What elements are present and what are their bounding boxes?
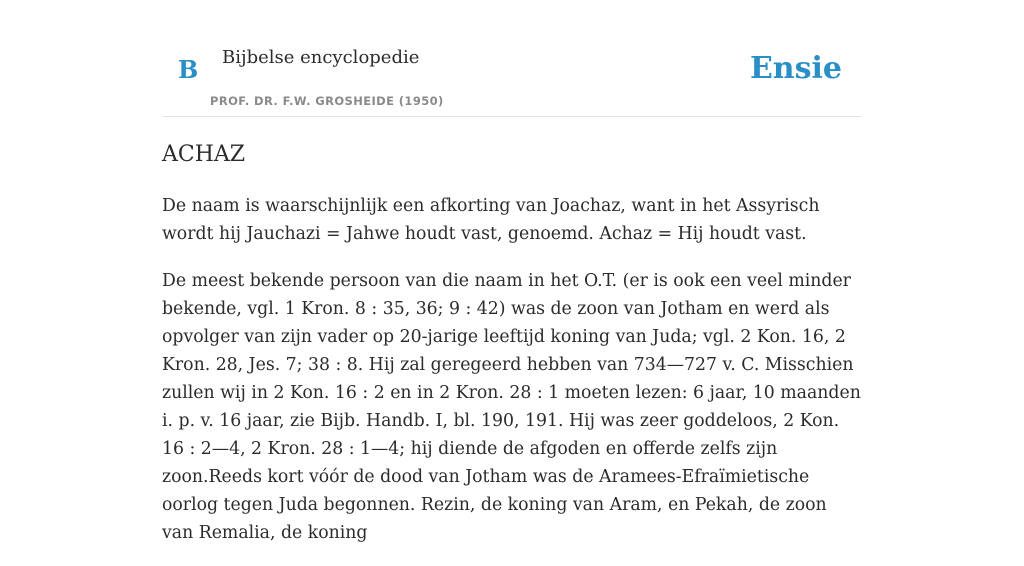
entry-title: ACHAZ xyxy=(162,142,246,167)
entry-paragraph-1: De naam is waarschijnlijk een afkorting van Joachaz, want in het Assyrisch wordt hij Jauchazi = Jahwe houdt vast, genoemd. Achaz = Hij houdt vast. xyxy=(162,196,820,244)
site-header xyxy=(162,0,862,117)
book-title-link[interactable]: Bijbelse encyclopedie xyxy=(222,47,420,68)
ensie-brand-logo[interactable]: Ensie xyxy=(749,51,842,86)
entry-content xyxy=(162,192,862,566)
book-logo-icon[interactable]: B xyxy=(178,55,199,84)
book-author: PROF. DR. F.W. GROSHEIDE (1950) xyxy=(210,94,444,108)
entry-paragraph-2: De meest bekende persoon van die naam in het O.T. (er is ook een veel minder bekende, vgl. 1 Kron. 8 : 35, 36; 9 : 42) was de zoon van Jotham en werd als opvolger van zijn vader op 20-jarige leeftijd koning van Juda; vgl. 2 Kon. 16, 2 Kron. 28, Jes. 7; 38 : 8. Hij zal geregeerd hebben van 734—727 v. C. Misschien zullen wij in 2 Kon. 16 : 2 en in 2 Kron. 28 : 1 moeten lezen: 6 jaar, 10 maanden i. p. v. 16 jaar, zie Bijb. Handb. I, bl. 190, 191. Hij was zeer goddeloos, 2 Kon. 16 : 2—4, 2 Kron. 28 : 1—4; hij diende de afgoden en offerde zelfs zijn zoon.Reeds kort vóór de dood van Jotham was de Aramees-Efraïmietische oorlog tegen Juda begonnen. Rezin, de koning van Aram, en Pekah, de zoon van Remalia, de koning xyxy=(162,271,861,543)
